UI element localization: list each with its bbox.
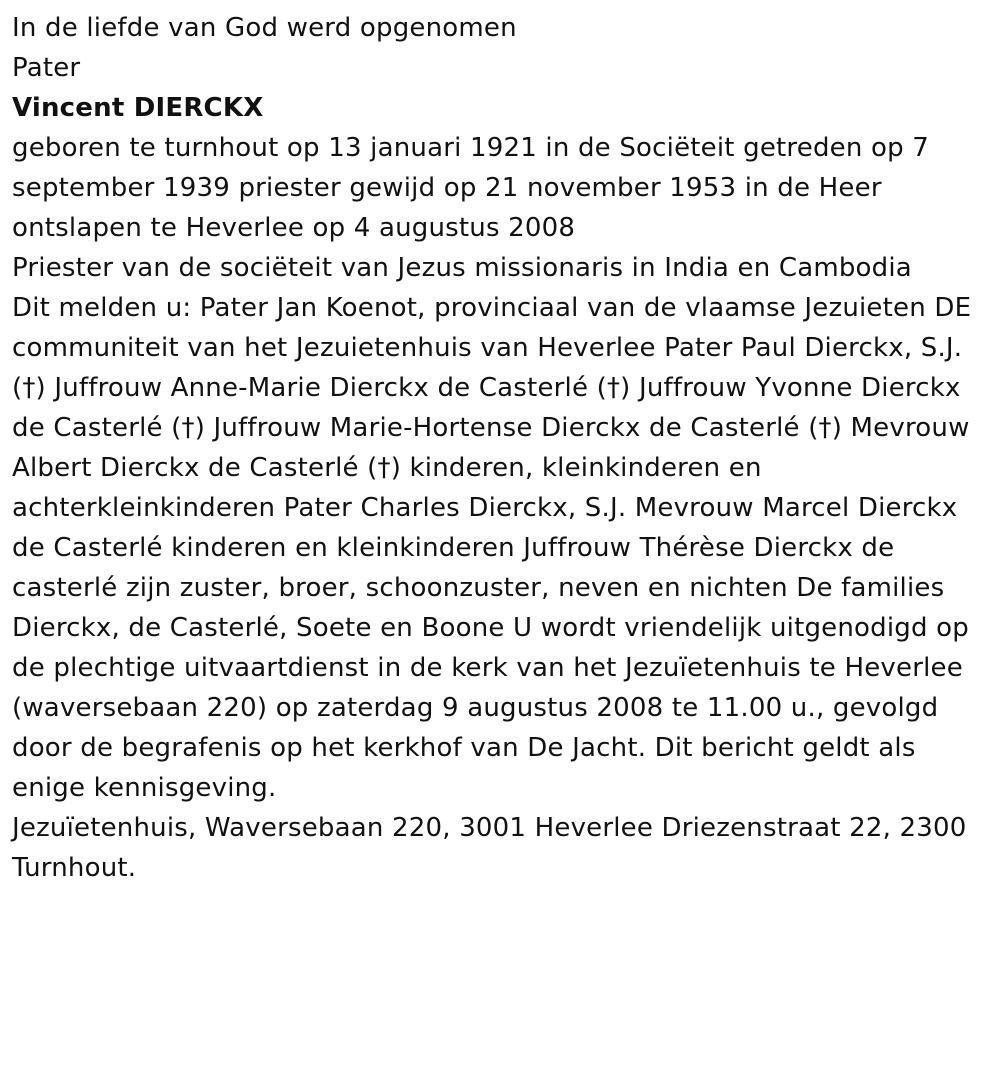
deceased-name: Vincent DIERCKX	[12, 93, 264, 123]
life-details: geboren te turnhout op 13 januari 1921 in de Sociëteit getreden op 7 september 1939 priester gewijd op 21 november 1953 in de Heer ontslapen te Heverlee op 4 augustus 2008	[12, 133, 930, 243]
address-text: Jezuïetenhuis, Waversebaan 220, 3001 Heverlee Driezenstraat 22, 2300 Turnhout.	[12, 813, 967, 883]
mission-text: Priester van de sociëteit van Jezus missionaris in India en Cambodia	[12, 253, 912, 283]
announcement-text: Dit melden u: Pater Jan Koenot, provinciaal van de vlaamse Jezuieten DE communiteit van het Jezuietenhuis van Heverlee Pater Paul Dierckx, S.J. (†) Juffrouw Anne-Marie Dierckx de Casterlé (†) Juffrouw Yvonne Dierckx de Casterlé (†) Juffrouw Marie-Hortense Dierckx de Casterlé (†) Mevrouw Albert Dierckx de Casterlé (†) kinderen, kleinkinderen en achterkleinkinderen Pater Charles Dierckx, S.J. Mevrouw Marcel Dierckx de Casterlé kinderen en kleinkinderen Juffrouw Thérèse Dierckx de casterlé zijn zuster, broer, schoonzuster, neven en nichten De families Dierckx, de Casterlé, Soete en Boone U wordt vriendelijk uitgenodigd op de plechtige uitvaartdienst in de kerk van het Jezuïetenhuis te Heverlee (waversebaan 220) op zaterdag 9 augustus 2008 te 11.00 u., gevolgd door de begrafenis op het kerkhof van De Jacht. Dit bericht geldt als enige kennisgeving.	[12, 293, 972, 803]
deceased-title: Pater	[12, 53, 81, 83]
intro-text: In de liefde van God werd opgenomen	[12, 13, 517, 43]
